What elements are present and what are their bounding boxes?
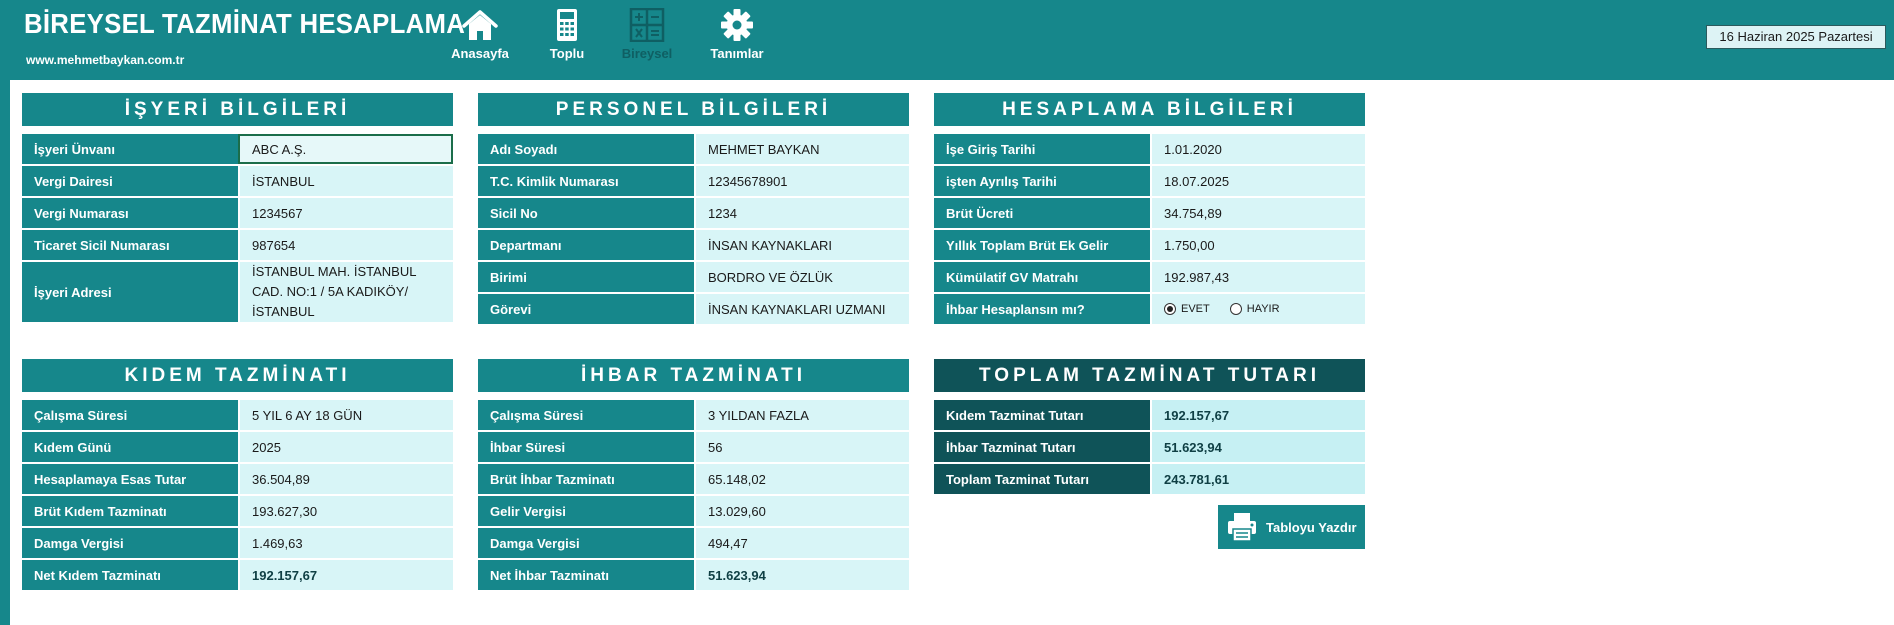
personel-row bbox=[478, 166, 909, 198]
vergi-dairesi-input[interactable]: İSTANBUL bbox=[238, 166, 453, 196]
toplam-row bbox=[934, 400, 1365, 432]
field-label: Adı Soyadı bbox=[478, 134, 694, 164]
toplam-tutar-value: 243.781,61 bbox=[1150, 464, 1365, 494]
field-label: Vergi Numarası bbox=[22, 198, 238, 228]
net-kidem-value: 192.157,67 bbox=[238, 560, 453, 590]
field-label: İşyeri Adresi bbox=[22, 262, 238, 322]
hesaplama-row-ihbar bbox=[934, 294, 1365, 326]
field-value: 65.148,02 bbox=[694, 464, 909, 494]
field-label: Yıllık Toplam Brüt Ek Gelir bbox=[934, 230, 1150, 260]
radio-label: EVET bbox=[1181, 303, 1210, 315]
hesaplama-row bbox=[934, 134, 1365, 166]
field-label: T.C. Kimlik Numarası bbox=[478, 166, 694, 196]
personel-row bbox=[478, 262, 909, 294]
field-label: Brüt İhbar Tazminatı bbox=[478, 464, 694, 494]
field-label: Kıdem Tazminat Tutarı bbox=[934, 400, 1150, 430]
radio-hayir[interactable] bbox=[1230, 303, 1280, 315]
field-value: 2025 bbox=[238, 432, 453, 462]
toplam-panel bbox=[934, 359, 1365, 496]
nav-toplu[interactable] bbox=[522, 8, 612, 72]
net-ihbar-value: 51.623,94 bbox=[694, 560, 909, 590]
isyeri-row-ticaret-sicil bbox=[22, 230, 453, 262]
ihbar-panel bbox=[478, 359, 909, 592]
field-label: Kıdem Günü bbox=[22, 432, 238, 462]
kumulatif-gv-input[interactable]: 192.987,43 bbox=[1150, 262, 1365, 292]
field-value: 51.623,94 bbox=[1150, 432, 1365, 462]
radio-label: HAYIR bbox=[1246, 303, 1280, 315]
ihbar-row bbox=[478, 464, 909, 496]
hesaplama-row bbox=[934, 198, 1365, 230]
field-value: 56 bbox=[694, 432, 909, 462]
hesaplama-row bbox=[934, 230, 1365, 262]
field-label: İhbar Süresi bbox=[478, 432, 694, 462]
field-label: Damga Vergisi bbox=[22, 528, 238, 558]
ihbar-row bbox=[478, 528, 909, 560]
field-value: 1.469,63 bbox=[238, 528, 453, 558]
field-label: Net Kıdem Tazminatı bbox=[22, 560, 238, 590]
field-label: Hesaplamaya Esas Tutar bbox=[22, 464, 238, 494]
tc-kimlik-input[interactable]: 12345678901 bbox=[694, 166, 909, 196]
field-label: Toplam Tazminat Tutarı bbox=[934, 464, 1150, 494]
panel-title: İŞYERİ BİLGİLERİ bbox=[22, 93, 453, 126]
field-label: Kümülatif GV Matrahı bbox=[934, 262, 1150, 292]
isyeri-adresi-input[interactable]: İSTANBUL MAH. İSTANBUL CAD. NO:1 / 5A KADIKÖY/İSTANBUL bbox=[238, 262, 453, 322]
panel-title: TOPLAM TAZMİNAT TUTARI bbox=[934, 359, 1365, 392]
personel-row bbox=[478, 134, 909, 166]
ticaret-sicil-input[interactable]: 987654 bbox=[238, 230, 453, 260]
birim-input[interactable]: BORDRO VE ÖZLÜK bbox=[694, 262, 909, 292]
departman-input[interactable]: İNSAN KAYNAKLARI bbox=[694, 230, 909, 260]
sicil-no-input[interactable]: 1234 bbox=[694, 198, 909, 228]
site-url: www.mehmetbaykan.com.tr bbox=[26, 53, 185, 67]
personel-row bbox=[478, 294, 909, 326]
ihbar-row bbox=[478, 432, 909, 464]
field-value: 3 YILDAN FAZLA bbox=[694, 400, 909, 430]
field-value: 192.157,67 bbox=[1150, 400, 1365, 430]
field-value: 13.029,60 bbox=[694, 496, 909, 526]
field-label: Departmanı bbox=[478, 230, 694, 260]
field-label: İşe Giriş Tarihi bbox=[934, 134, 1150, 164]
home-icon bbox=[460, 8, 500, 42]
field-label: Gelir Vergisi bbox=[478, 496, 694, 526]
radio-unchecked-icon bbox=[1230, 303, 1242, 315]
brut-ucret-input[interactable]: 34.754,89 bbox=[1150, 198, 1365, 228]
field-value: 5 YIL 6 AY 18 GÜN bbox=[238, 400, 453, 430]
nav-label: Tanımlar bbox=[710, 46, 764, 61]
field-value: 193.627,30 bbox=[238, 496, 453, 526]
field-label: Brüt Kıdem Tazminatı bbox=[22, 496, 238, 526]
kidem-row bbox=[22, 528, 453, 560]
kidem-panel bbox=[22, 359, 453, 592]
personel-panel bbox=[478, 93, 909, 326]
field-label: Net İhbar Tazminatı bbox=[478, 560, 694, 590]
field-label: Birimi bbox=[478, 262, 694, 292]
ise-giris-tarihi-input[interactable]: 1.01.2020 bbox=[1150, 134, 1365, 164]
hesaplama-panel bbox=[934, 93, 1365, 326]
field-label: Çalışma Süresi bbox=[478, 400, 694, 430]
isyeri-row-unvan bbox=[22, 134, 453, 166]
ihbar-row bbox=[478, 400, 909, 432]
field-label: Ticaret Sicil Numarası bbox=[22, 230, 238, 260]
print-button[interactable] bbox=[1218, 505, 1365, 549]
panel-title: İHBAR TAZMİNATI bbox=[478, 359, 909, 392]
isyeri-panel bbox=[22, 93, 453, 324]
field-label: İhbar Tazminat Tutarı bbox=[934, 432, 1150, 462]
kidem-row bbox=[22, 464, 453, 496]
field-label: Damga Vergisi bbox=[478, 528, 694, 558]
field-label: Çalışma Süresi bbox=[22, 400, 238, 430]
ihbar-radio-group bbox=[1150, 294, 1365, 324]
calculator-icon bbox=[547, 8, 587, 42]
left-accent-strip bbox=[0, 80, 10, 625]
nav-anasayfa[interactable] bbox=[435, 8, 525, 72]
toplam-row-total bbox=[934, 464, 1365, 496]
panel-title: HESAPLAMA BİLGİLERİ bbox=[934, 93, 1365, 126]
field-label: İşyeri Ünvanı bbox=[22, 134, 238, 164]
ihbar-row-net bbox=[478, 560, 909, 592]
personel-row bbox=[478, 198, 909, 230]
isyeri-row-adres bbox=[22, 262, 453, 324]
ek-gelir-input[interactable]: 1.750,00 bbox=[1150, 230, 1365, 260]
app-title: BİREYSEL TAZMİNAT HESAPLAMA bbox=[24, 8, 466, 39]
date-display: 16 Haziran 2025 Pazartesi bbox=[1706, 25, 1886, 49]
toplam-row bbox=[934, 432, 1365, 464]
field-label: Sicil No bbox=[478, 198, 694, 228]
personel-row bbox=[478, 230, 909, 262]
top-bar bbox=[0, 0, 1894, 80]
hesaplama-row bbox=[934, 166, 1365, 198]
kidem-row bbox=[22, 432, 453, 464]
printer-icon bbox=[1226, 512, 1258, 542]
nav-label: Bireysel bbox=[621, 46, 673, 61]
field-value: 36.504,89 bbox=[238, 464, 453, 494]
panel-title: PERSONEL BİLGİLERİ bbox=[478, 93, 909, 126]
field-label: Vergi Dairesi bbox=[22, 166, 238, 196]
isyeri-row-vergi-no bbox=[22, 198, 453, 230]
kidem-row-net bbox=[22, 560, 453, 592]
panel-title: KIDEM TAZMİNATI bbox=[22, 359, 453, 392]
ihbar-row bbox=[478, 496, 909, 528]
nav-tanimlar[interactable] bbox=[692, 8, 782, 72]
kidem-row bbox=[22, 496, 453, 528]
grid-calculator-icon bbox=[627, 8, 667, 42]
field-label: Görevi bbox=[478, 294, 694, 324]
radio-evet[interactable] bbox=[1164, 303, 1210, 315]
field-label: Brüt Ücreti bbox=[934, 198, 1150, 228]
hesaplama-row bbox=[934, 262, 1365, 294]
isyeri-row-vergi-dairesi bbox=[22, 166, 453, 198]
nav-bireysel[interactable] bbox=[602, 8, 692, 72]
field-label: işten Ayrılış Tarihi bbox=[934, 166, 1150, 196]
isten-ayrilis-tarihi-input[interactable]: 18.07.2025 bbox=[1150, 166, 1365, 196]
nav-label: Toplu bbox=[549, 46, 585, 61]
radio-checked-icon bbox=[1164, 303, 1176, 315]
gear-icon bbox=[717, 8, 757, 42]
adi-soyadi-input[interactable]: MEHMET BAYKAN bbox=[694, 134, 909, 164]
field-value: 494,47 bbox=[694, 528, 909, 558]
print-button-label: Tabloyu Yazdır bbox=[1266, 519, 1357, 535]
nav-label: Anasayfa bbox=[451, 46, 509, 61]
vergi-numarasi-input[interactable]: 1234567 bbox=[238, 198, 453, 228]
isyeri-unvan-input[interactable]: ABC A.Ş. bbox=[238, 134, 453, 164]
kidem-row bbox=[22, 400, 453, 432]
field-label: İhbar Hesaplansın mı? bbox=[934, 294, 1150, 324]
gorev-input[interactable]: İNSAN KAYNAKLARI UZMANI bbox=[694, 294, 909, 324]
